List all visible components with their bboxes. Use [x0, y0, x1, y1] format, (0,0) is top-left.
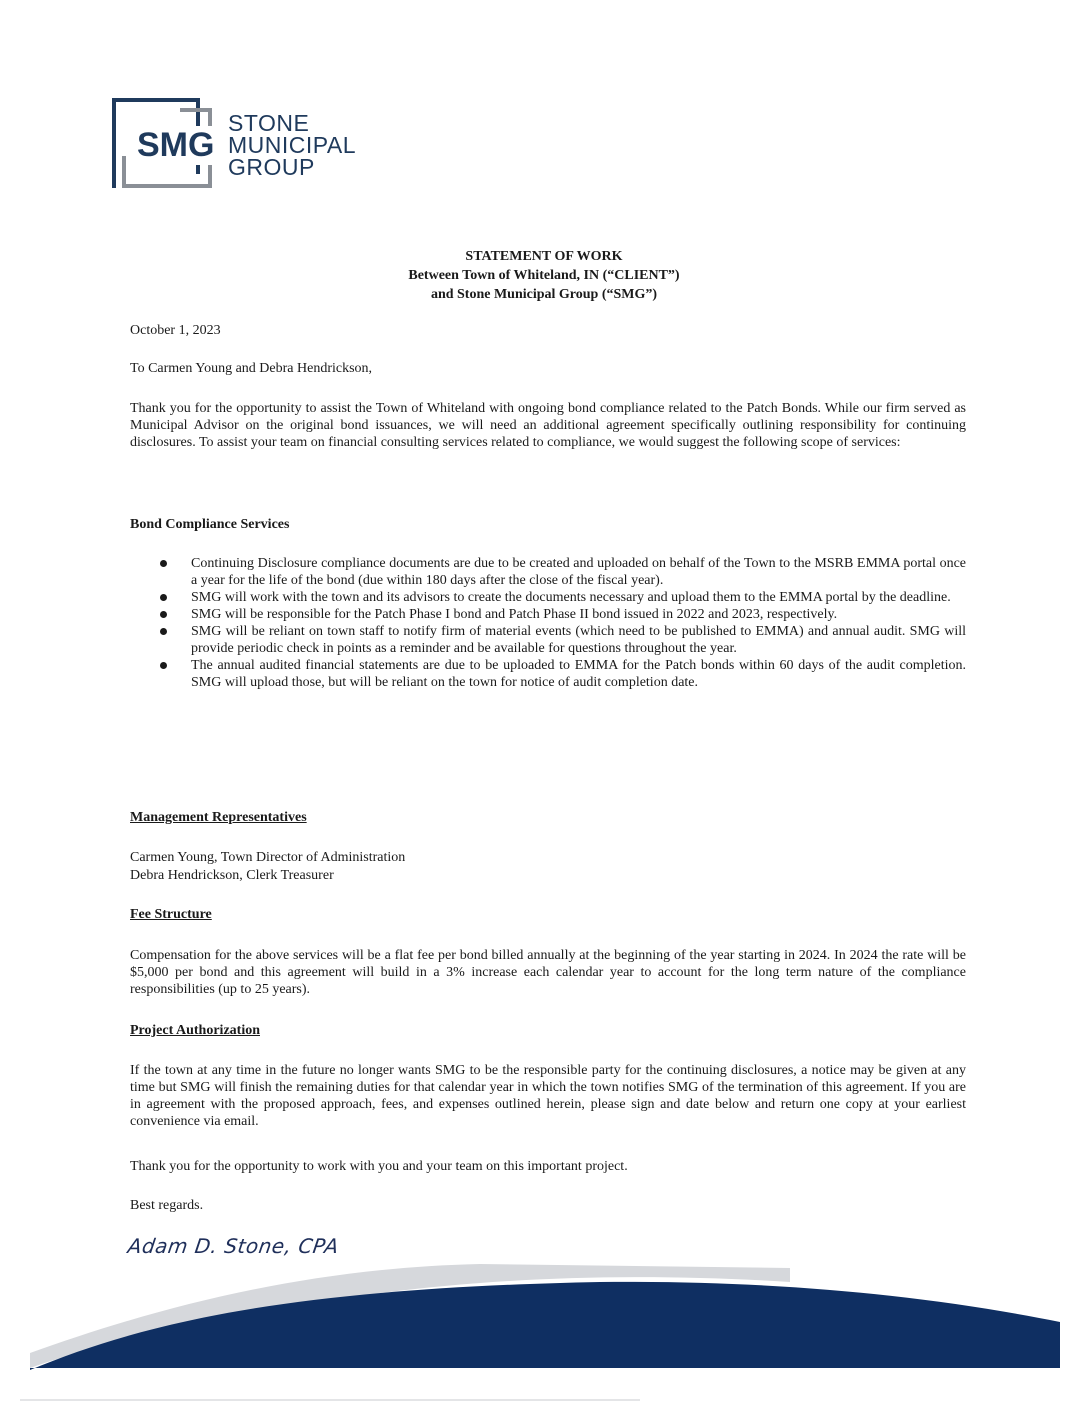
- bullet-icon: [160, 628, 167, 635]
- representative-1: Carmen Young, Town Director of Administration: [130, 850, 406, 865]
- logo-company-name: [228, 112, 356, 178]
- list-item-text: SMG will be responsible for the Patch Phase I bond and Patch Phase II bond issued in 2022 and 2023, respectively.: [191, 607, 838, 622]
- list-item-text: SMG will be reliant on town staff to notify firm of material events (which need to be published to EMMA) and annual audit. SMG will provide periodic check in points as a reminder and be available for questions throughout the year.: [191, 624, 966, 656]
- logo-mark: SMG: [134, 126, 217, 165]
- letter-date: October 1, 2023: [130, 323, 221, 338]
- list-item: [130, 555, 966, 589]
- bullet-icon: [160, 611, 167, 618]
- bullet-icon: [160, 662, 167, 669]
- title-line-1: STATEMENT OF WORK: [465, 249, 623, 264]
- logo-name-line: MUNICIPAL: [228, 132, 357, 158]
- section-heading-services: Bond Compliance Services: [130, 517, 290, 532]
- section-heading-representatives: Management Representatives: [130, 810, 307, 825]
- bullet-icon: [160, 594, 167, 601]
- list-item: [130, 589, 966, 606]
- footer-wave-graphic: [0, 1240, 1088, 1408]
- section-heading-fees: Fee Structure: [130, 907, 212, 922]
- list-item-text: Continuing Disclosure compliance documents are due to be created and uploaded on behalf of the Town to the MSRB EMMA portal once a year for the life of the bond (due within 180 days after the close of the fiscal year).: [191, 556, 966, 588]
- closing-thanks: Thank you for the opportunity to work with you and your team on this important project.: [130, 1159, 628, 1174]
- list-item-text: SMG will work with the town and its advisors to create the documents necessary and upload them to the EMMA portal by the deadline.: [191, 590, 951, 605]
- title-line-2: Between Town of Whiteland, IN (“CLIENT”): [408, 268, 680, 283]
- salutation: To Carmen Young and Debra Hendrickson,: [130, 361, 373, 376]
- company-logo: [110, 96, 390, 191]
- title-line-3: and Stone Municipal Group (“SMG”): [430, 287, 658, 302]
- logo-name-line: STONE: [228, 110, 310, 136]
- list-item: [130, 623, 966, 657]
- list-item-text: The annual audited financial statements are due to be uploaded to EMMA for the Patch bonds within 60 days of the audit completion. SMG will upload those, but will be reliant on the town for notice of audit completion date.: [191, 658, 966, 690]
- services-list: [130, 555, 966, 691]
- signature: Adam D. Stone, CPA: [126, 1234, 341, 1258]
- representative-2: Debra Hendrickson, Clerk Treasurer: [130, 868, 334, 883]
- list-item: [130, 657, 966, 691]
- logo-frame-gray-left: [122, 156, 126, 188]
- document-title: [0, 247, 1088, 304]
- bullet-icon: [160, 560, 167, 567]
- fees-paragraph: Compensation for the above services will be a flat fee per bond billed annually at the beginning of the year starting in 2024. In 2024 the rate will be $5,000 per bond and this agreement will build in a 3% increase each calendar year to account for the long term nature of the compliance responsibilities (up to 25 years).: [130, 948, 966, 997]
- footer-blue-wave: [30, 1282, 1060, 1370]
- list-item: [130, 606, 966, 623]
- closing-regards: Best regards.: [130, 1198, 204, 1213]
- logo-name-line: GROUP: [228, 154, 315, 180]
- authorization-paragraph: If the town at any time in the future no longer wants SMG to be the responsible party for the continuing disclosures, a notice may be given at any time but SMG will finish the remaining duties for that calendar year in which the town notifies SMG of the termination of this agreement. If you are in agreement with the proposed approach, fees, and expenses outlined herein, please sign and date below and return one copy at your earliest convenience via email.: [130, 1063, 966, 1129]
- intro-paragraph: Thank you for the opportunity to assist the Town of Whiteland with ongoing bond compliance related to the Patch Bonds. While our firm served as Municipal Advisor on the original bond issuances, we will need an additional agreement specifically outlining responsibility for continuing disclosures. To assist your team on financial consulting services related to compliance, we would suggest the following scope of services:: [130, 401, 966, 450]
- section-heading-authorization: Project Authorization: [130, 1023, 260, 1038]
- logo-frame-gray-top: [180, 108, 212, 112]
